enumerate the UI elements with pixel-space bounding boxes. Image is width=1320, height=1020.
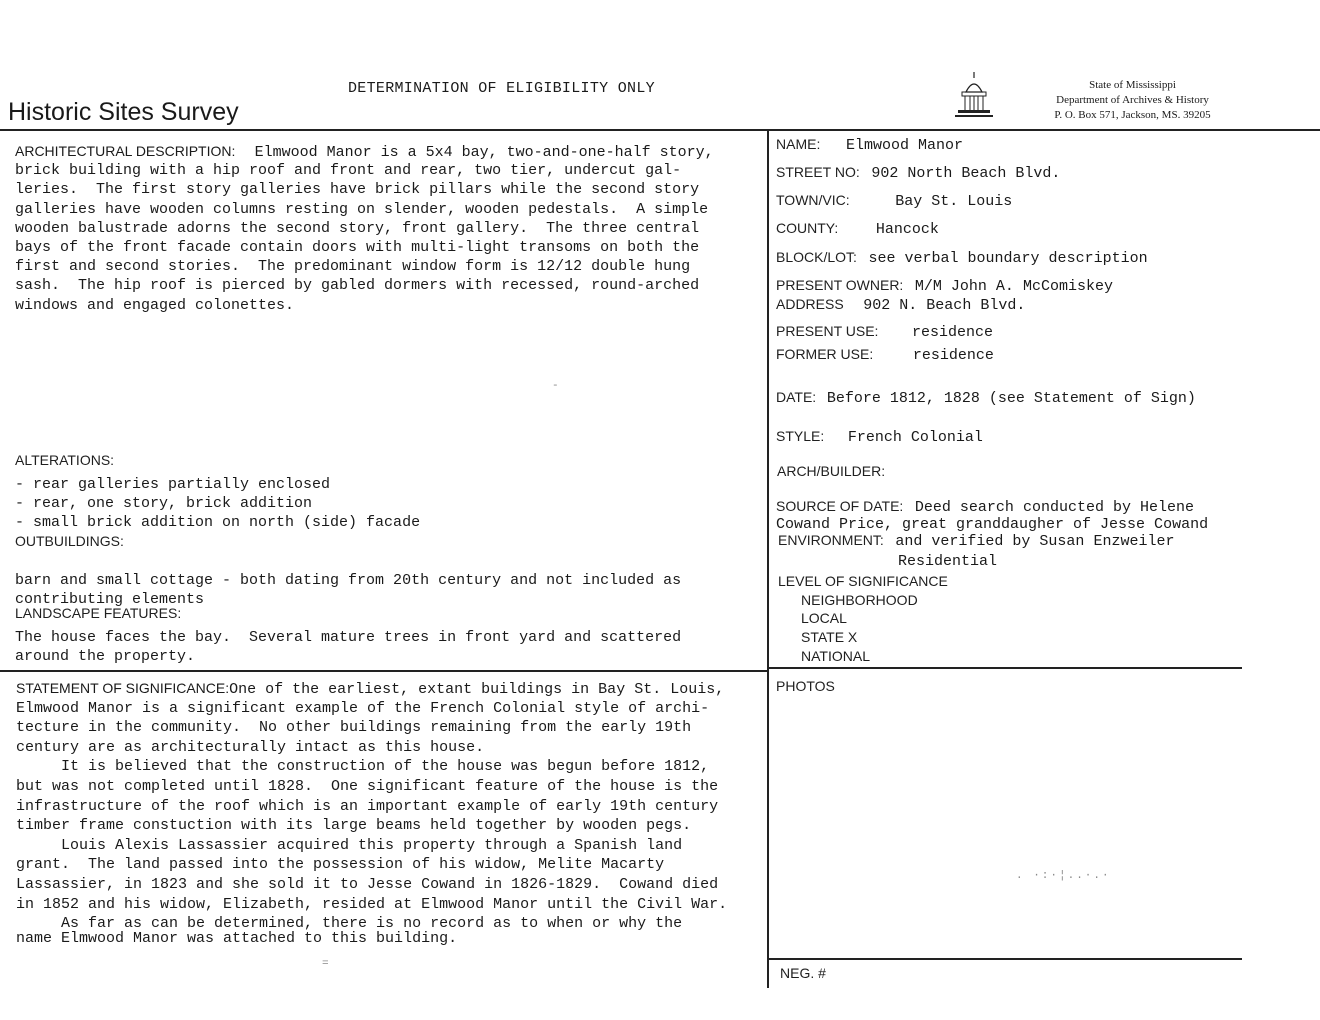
- sig-line: Elmwood Manor is a significant example of the French Colonial style of archi-: [16, 699, 710, 717]
- town-label: TOWN/VIC:: [776, 192, 850, 208]
- name-row: [776, 136, 963, 154]
- sig-first-text: One of the earliest, extant buildings in Bay St. Louis,: [229, 681, 725, 698]
- alteration-item: - small brick addition on north (side) facade: [15, 514, 421, 532]
- date-row: [776, 389, 1196, 407]
- landscape-label: LANDSCAPE FEATURES:: [15, 605, 182, 621]
- level-local: LOCAL: [801, 610, 847, 626]
- sig-line: Lassassier, in 1823 and she sold it to Jesse Cowand in 1826-1829. Cowand died: [16, 875, 719, 893]
- address-row: [776, 296, 1025, 314]
- alteration-item: - rear, one story, brick addition: [15, 495, 313, 513]
- arch-line: sash. The hip roof is pierced by gabled dormers with recessed, round-arched: [15, 277, 700, 295]
- header-divider: [0, 129, 1320, 131]
- outbuildings-label: OUTBUILDINGS:: [15, 533, 124, 549]
- neg-label: NEG. #: [780, 965, 826, 981]
- environment-row: [778, 532, 1174, 550]
- sig-first-line: [16, 679, 776, 699]
- owner-value: M/M John A. McComiskey: [914, 278, 1113, 295]
- level-label: LEVEL OF SIGNIFICANCE: [778, 573, 948, 589]
- source-row: [776, 498, 1194, 516]
- statement-of-significance: [16, 679, 776, 949]
- arch-line: brick building with a hip roof and front and rear, two tier, undercut gal-: [15, 162, 682, 180]
- outbuildings-text: [15, 571, 682, 609]
- name-value: Elmwood Manor: [845, 137, 963, 154]
- town-row: [776, 192, 1012, 210]
- date-value: Before 1812, 1828 (see Statement of Sign): [826, 390, 1196, 407]
- source-value-continued: Cowand Price, great granddaugher of Jesse Cowand: [776, 516, 1209, 533]
- block-label: BLOCK/LOT:: [776, 249, 857, 265]
- agency-department: Department of Archives & History: [1056, 94, 1209, 106]
- outbuildings-line: contributing elements: [15, 591, 205, 609]
- document-header: [0, 0, 1320, 130]
- owner-label: PRESENT OWNER:: [776, 277, 904, 293]
- present-use-label: PRESENT USE:: [776, 323, 879, 339]
- environment-value: and verified by Susan Enzweiler: [895, 533, 1175, 550]
- street-label: STREET NO:: [776, 164, 860, 180]
- landscape-text: [15, 628, 681, 666]
- county-value: Hancock: [875, 221, 939, 238]
- sig-line: but was not completed until 1828. One significant feature of the house is the: [16, 777, 719, 795]
- alteration-item: - rear galleries partially enclosed: [15, 476, 331, 493]
- block-value: see verbal boundary description: [868, 250, 1148, 267]
- builder-label: ARCH/BUILDER:: [777, 463, 886, 479]
- arch-line: bays of the front facade contain doors with multi-light transoms on both the: [15, 238, 700, 256]
- left-section-divider: [0, 670, 768, 672]
- environment-label: ENVIRONMENT:: [778, 532, 884, 548]
- sig-line: tecture in the community. No other buildings remaining from the early 19th: [16, 719, 692, 737]
- scan-speck: -: [552, 380, 559, 392]
- determination-heading: DETERMINATION OF ELIGIBILITY ONLY: [348, 80, 655, 97]
- scan-speck: . ·:·¦..·.·: [1016, 870, 1111, 882]
- arch-line: leries. The first story galleries have brick pillars while the second story: [15, 181, 700, 199]
- block-row: [776, 249, 1148, 267]
- sig-line: century are as architecturally intact as this house.: [16, 738, 485, 756]
- street-value: 902 North Beach Blvd.: [871, 165, 1061, 182]
- agency-state: State of Mississippi: [1089, 79, 1176, 91]
- address-value: 902 N. Beach Blvd.: [863, 297, 1026, 314]
- state-seal-icon: [952, 70, 996, 120]
- arch-line: windows and engaged colonettes.: [15, 296, 295, 314]
- arch-line: wooden balustrade adorns the second story, front gallery. The three central: [15, 219, 700, 237]
- outbuildings-line: barn and small cottage - both dating from 20th century and not included as: [15, 572, 682, 589]
- arch-first-line: [15, 142, 714, 161]
- alterations-label: ALTERATIONS:: [15, 452, 115, 468]
- level-national: NATIONAL: [801, 648, 870, 664]
- sig-line: Louis Alexis Lassassier acquired this property through a Spanish land: [16, 836, 683, 854]
- sig-line: timber frame constuction with its large beams held together by wooden pegs.: [16, 817, 692, 835]
- significance-label: STATEMENT OF SIGNIFICANCE:: [16, 680, 230, 696]
- former-use-value: residence: [912, 347, 994, 364]
- sig-line: in 1852 and his widow, Elizabeth, resided at Elmwood Manor until the Civil War.: [16, 895, 728, 913]
- county-label: COUNTY:: [776, 220, 839, 236]
- sig-line: grant. The land passed into the possession of his widow, Melite Macarty: [16, 856, 665, 874]
- arch-line: galleries have wooden columns resting on slender, wooden pedestals. A simple: [15, 200, 709, 218]
- level-neighborhood: NEIGHBORHOOD: [801, 592, 918, 608]
- agency-pobox: P. O. Box 571, Jackson, MS. 39205: [1054, 109, 1211, 121]
- landscape-line: around the property.: [15, 648, 196, 666]
- sig-line: name Elmwood Manor was attached to this building.: [16, 930, 458, 948]
- present-use-value: residence: [912, 324, 994, 341]
- alterations-list: [15, 475, 420, 533]
- landscape-line: The house faces the bay. Several mature trees in front yard and scattered: [15, 629, 682, 646]
- sig-line: infrastructure of the roof which is an important example of early 19th century: [16, 797, 719, 815]
- sig-line: As far as can be determined, there is no record as to when or why the: [16, 915, 683, 933]
- photos-label: PHOTOS: [776, 678, 835, 694]
- date-label: DATE:: [776, 389, 817, 405]
- source-label: SOURCE OF DATE:: [776, 498, 904, 514]
- neg-divider: [768, 958, 1242, 960]
- style-value: French Colonial: [847, 429, 983, 446]
- builder-row: [777, 463, 885, 481]
- arch-first-text: Elmwood Manor is a 5x4 bay, two-and-one-half story,: [254, 144, 714, 161]
- arch-label: ARCHITECTURAL DESCRIPTION:: [15, 143, 236, 159]
- present-use-row: [776, 323, 993, 341]
- style-label: STYLE:: [776, 428, 825, 444]
- address-label: ADDRESS: [776, 296, 844, 312]
- sig-line: It is believed that the construction of the house was begun before 1812,: [16, 758, 710, 776]
- environment-value-continued: Residential: [898, 553, 998, 570]
- agency-address: [1020, 78, 1245, 123]
- street-row: [776, 164, 1060, 182]
- former-use-row: [776, 346, 994, 364]
- source-value: Deed search conducted by Helene: [914, 499, 1194, 516]
- style-row: [776, 428, 983, 446]
- town-value: Bay St. Louis: [895, 193, 1013, 210]
- level-state: STATE X: [801, 629, 858, 645]
- arch-line: first and second stories. The predominant window form is 12/12 double hung: [15, 258, 691, 276]
- page-title: Historic Sites Survey: [8, 98, 239, 126]
- owner-row: [776, 277, 1113, 295]
- right-section-divider: [768, 667, 1242, 669]
- name-label: NAME:: [776, 136, 821, 152]
- scan-speck: =: [322, 958, 329, 970]
- county-row: [776, 220, 939, 238]
- former-use-label: FORMER USE:: [776, 346, 874, 362]
- architectural-description: [15, 142, 714, 315]
